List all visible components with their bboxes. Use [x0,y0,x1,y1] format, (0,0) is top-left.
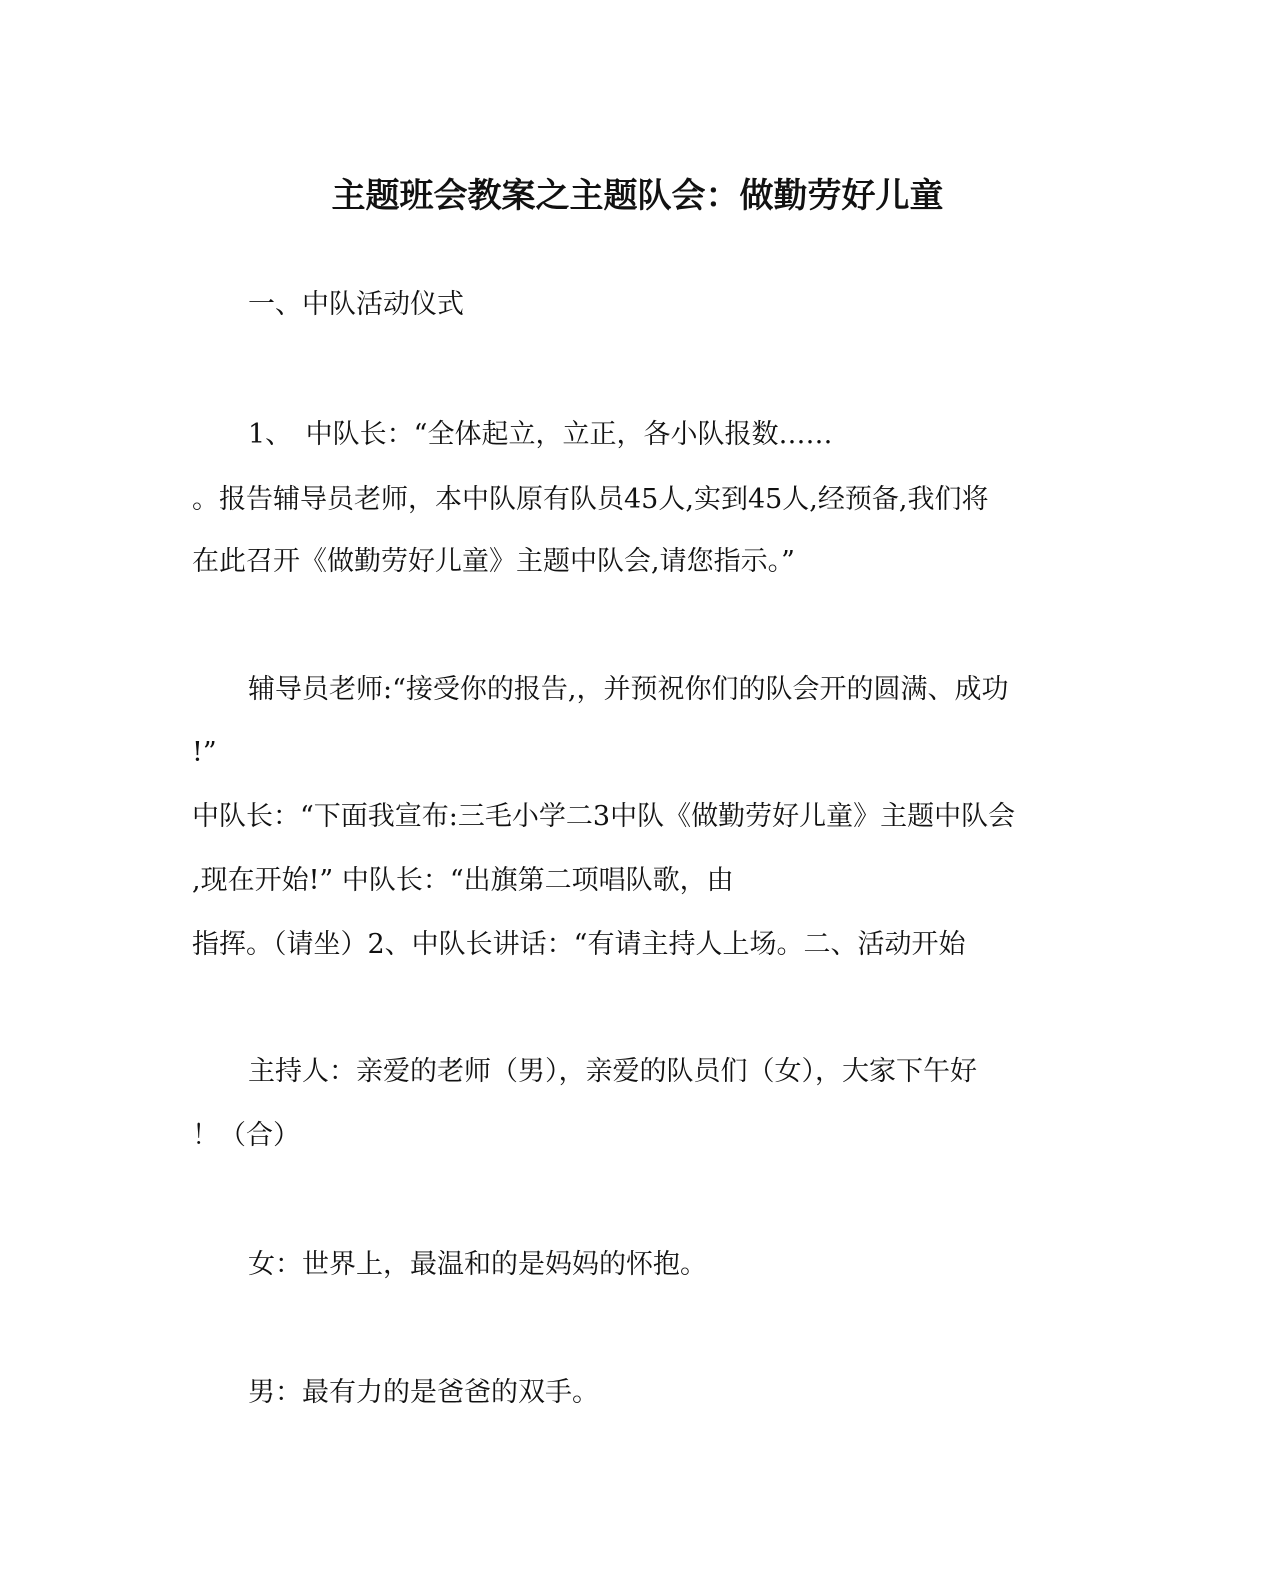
paragraph-line: 指挥。（请坐）2、中队长讲话：“有请主持人上场。二、活动开始 [192,929,966,960]
paragraph-line: 。报告辅导员老师，本中队原有队员45人,实到45人,经预备,我们将 [192,484,989,515]
paragraph-line: 辅导员老师:“接受你的报告,，并预祝你们的队会开的圆满、成功 [248,674,1009,705]
paragraph-line: 女：世界上，最温和的是妈妈的怀抱。 [248,1249,707,1280]
paragraph-line: !” [192,737,217,768]
section-heading-ceremony: 一、中队活动仪式 [248,289,464,320]
paragraph-line: 中队长：“下面我宣布:三毛小学二3中队《做勤劳好儿童》主题中队会 [192,801,1016,832]
paragraph-line: ,现在开始!” 中队长：“出旗第二项唱队歌，由 [192,865,734,896]
paragraph-line: 男：最有力的是爸爸的双手。 [248,1377,599,1408]
paragraph-line: ！（合） [192,1120,300,1151]
paragraph-line: 在此召开《做勤劳好儿童》主题中队会,请您指示。” [192,546,795,577]
document-title: 主题班会教案之主题队会：做勤劳好儿童 [331,176,944,216]
paragraph-line: 主持人：亲爱的老师（男），亲爱的队员们（女），大家下午好 [248,1056,977,1087]
paragraph-line: 1、 中队长：“全体起立，立正，各小队报数…… [248,419,833,450]
